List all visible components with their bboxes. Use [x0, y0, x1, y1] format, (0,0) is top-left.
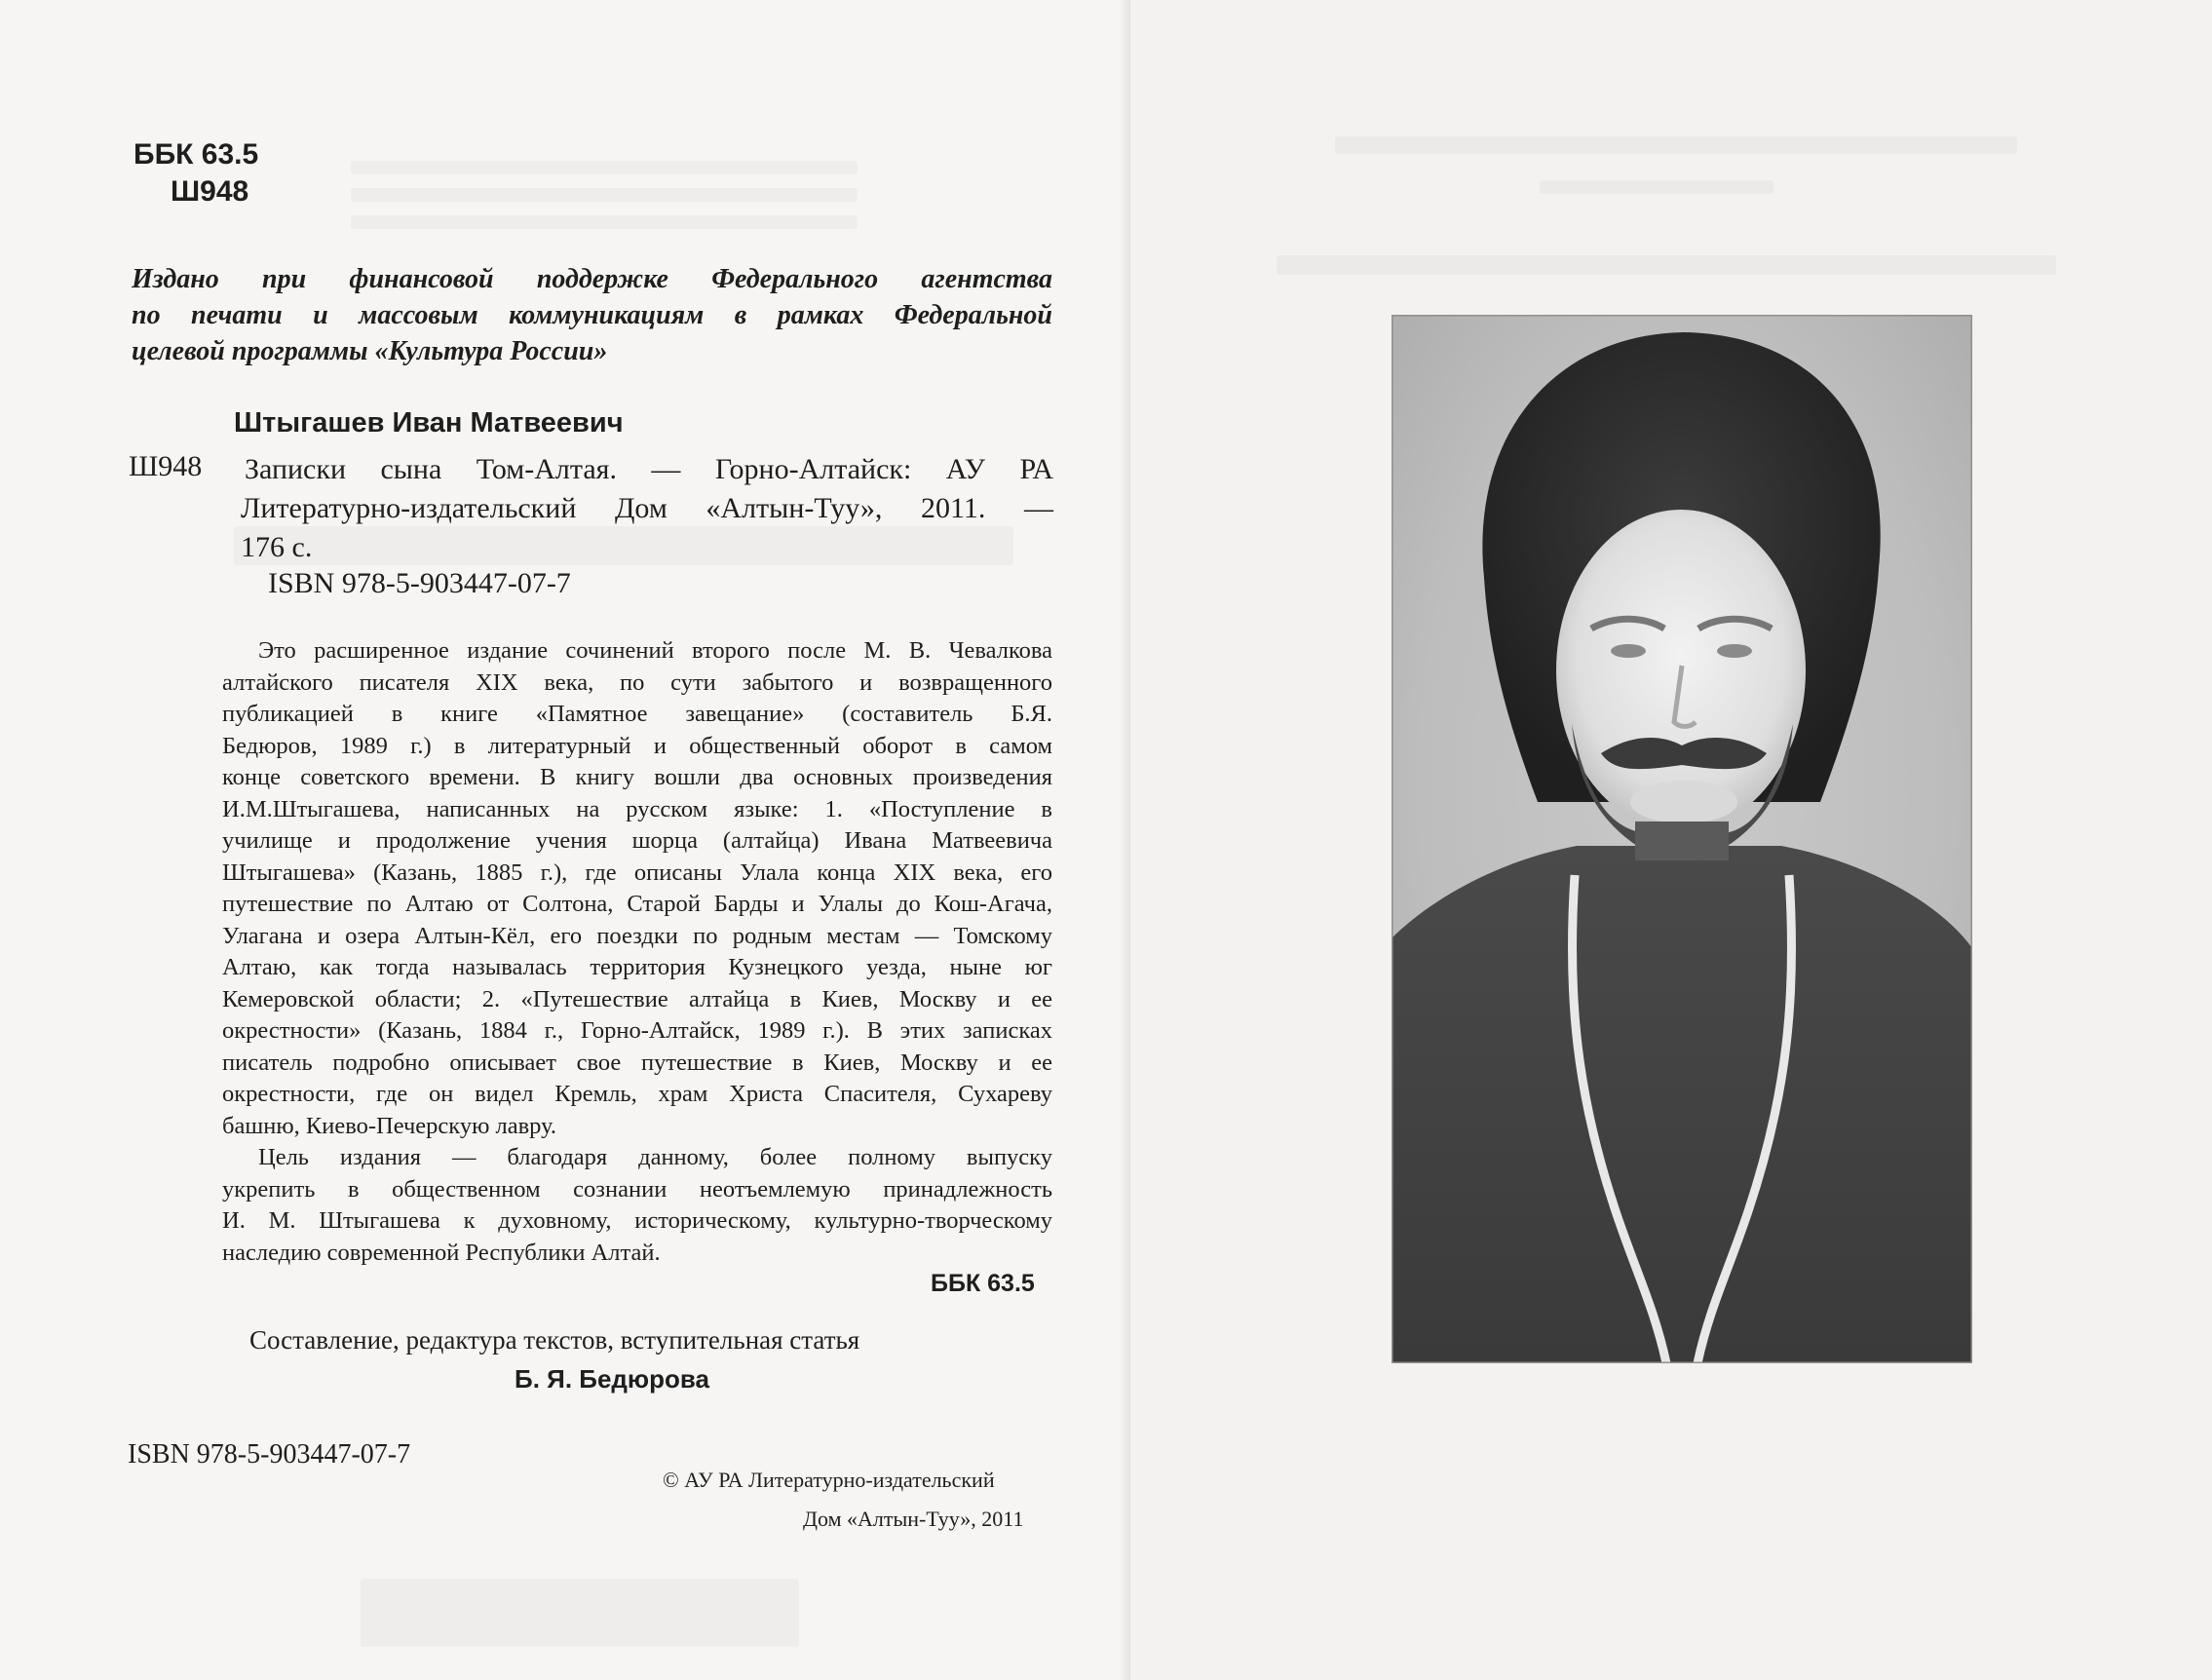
funding-notice-line: Издано при финансовой поддержке Федерального агентства — [132, 264, 1052, 294]
bbk-bottom: ББК 63.5 — [931, 1270, 1035, 1297]
collar — [1635, 821, 1729, 860]
funding-notice-line: целевой программы «Культура России» — [132, 336, 608, 366]
portrait-photo-icon — [1392, 315, 1972, 1363]
show-through — [1335, 136, 2017, 154]
isbn-main: ISBN 978-5-903447-07-7 — [268, 567, 571, 599]
annotation-line: Алтаю, как тогда называлась территория Кузнецкого уезда, ныне юг — [222, 954, 1052, 980]
compiled-label: Составление, редактура текстов, вступительная статья — [249, 1325, 860, 1355]
annotation-line: алтайского писателя XIX века, по сути забытого и возвращенного — [222, 668, 1052, 696]
annotation-line: путешествие по Алтаю от Солтона, Старой Барды и Улалы до Кош-Агача, — [222, 891, 1052, 917]
show-through — [361, 1579, 799, 1647]
annotation-line: публикацией в книге «Памятное завещание» (составитель Б.Я. — [222, 701, 1052, 727]
show-through — [351, 188, 858, 202]
annotation-line: окрестности, где он видел Кремль, храм Христа Спасителя, Сухареву — [222, 1081, 1052, 1107]
annotation-line: И. М. Штыгашева к духовному, историческому, культурно-творческому — [222, 1207, 1052, 1234]
annotation-line: Улагана и озера Алтын-Кёл, его поездки по родным местам — Томскому — [222, 922, 1052, 949]
copyright-line: Дом «Алтын-Туу», 2011 — [803, 1507, 1024, 1531]
annotation-line: конце советского времени. В книгу вошли два основных произведения — [222, 764, 1052, 790]
annotation-line: Это расширенное издание сочинений второго после М. В. Чевалкова — [258, 637, 1052, 664]
bib-author-mark: Ш948 — [129, 450, 203, 482]
funding-notice-line: по печати и массовым коммуникациям в рамках Федеральной — [132, 300, 1052, 330]
annotation-line: башню, Киево-Печерскую лавру. — [222, 1112, 557, 1139]
author-mark: Ш948 — [171, 175, 249, 208]
bib-line: Записки сына Том-Алтая. — Горно-Алтайск: АУ РА — [245, 453, 1053, 485]
annotation-line: писатель подробно описывает свое путешествие в Киев, Москву и ее — [222, 1049, 1052, 1076]
bibliographic-record — [241, 450, 1053, 567]
chin-highlight — [1630, 781, 1737, 823]
annotation-line: училище и продолжение учения шорца (алтайца) Ивана Матвеевича — [222, 827, 1052, 854]
annotation-line: наследию современной Республики Алтай. — [222, 1239, 661, 1266]
eye — [1717, 644, 1752, 658]
show-through — [351, 161, 858, 174]
annotation-line: И.М.Штыгашева, написанных на русском языке: 1. «Поступление в — [222, 795, 1052, 822]
bbk-header — [133, 136, 258, 210]
eye — [1611, 644, 1646, 658]
author-name: Штыгашев Иван Матвеевич — [234, 407, 624, 439]
copyright-line: © АУ РА Литературно-издательский — [663, 1468, 995, 1492]
annotation-line: Цель издания — благодаря данному, более полному выпуску — [258, 1144, 1052, 1170]
show-through — [1277, 255, 2056, 275]
compiler-name: Б. Я. Бедюрова — [515, 1364, 709, 1394]
bib-line: Литературно-издательский Дом «Алтын-Туу», 2011. — — [241, 492, 1053, 524]
annotation-line: Бедюров, 1989 г.) в литературный и общественный оборот в самом — [222, 732, 1052, 759]
cassock — [1392, 846, 1972, 1363]
bib-line: 176 с. — [241, 531, 313, 563]
funding-notice — [132, 261, 1052, 369]
annotation-line: Кемеровской области; 2. «Путешествие алтайца в Киев, Москву и ее — [222, 985, 1052, 1012]
annotation-line: Штыгашева» (Казань, 1885 г.), где описаны Улала конца XIX века, его — [222, 859, 1052, 886]
annotation — [222, 635, 1052, 1269]
annotation-line: укрепить в общественном сознании неотъемлемую принадлежность — [222, 1175, 1052, 1203]
bbk-code: ББК 63.5 — [133, 138, 259, 171]
isbn-bottom: ISBN 978-5-903447-07-7 — [128, 1439, 411, 1470]
annotation-line: окрестности» (Казань, 1884 г., Горно-Алтайск, 1989 г.). В этих записках — [222, 1017, 1052, 1044]
show-through — [351, 215, 858, 229]
show-through — [1540, 180, 1773, 194]
